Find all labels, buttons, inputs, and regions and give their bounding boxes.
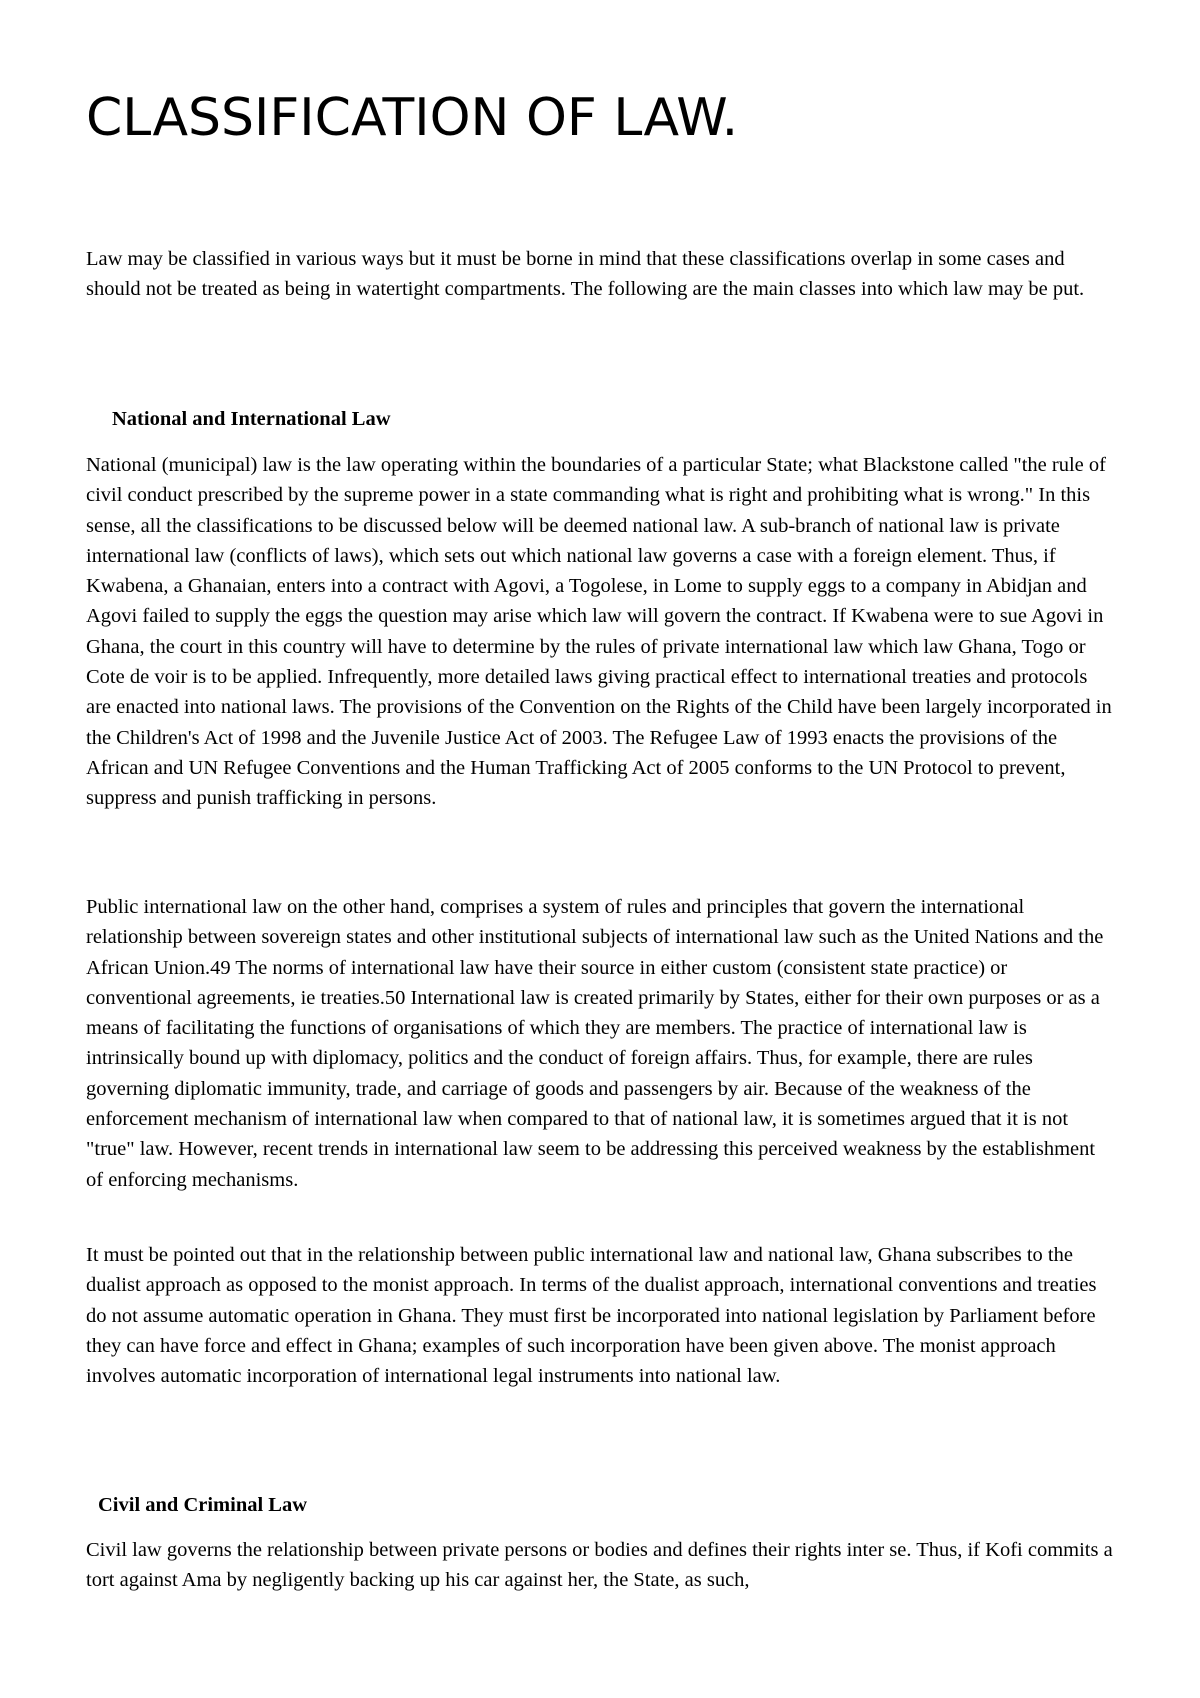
paragraph-civil-law: Civil law governs the relationship between private persons or bodies and defines their rights inter se. Thus, if Kofi commits a tort against Ama by negligently backing up his car against her, the State, as such, bbox=[86, 1539, 1113, 1592]
intro-paragraph: Law may be classified in various ways but it must be borne in mind that these classifications overlap in some cases and should not be treated as being in watertight compartments. The following are the main classes into which law may be put. bbox=[86, 248, 1085, 301]
section-heading-civil-criminal: Civil and Criminal Law bbox=[98, 1494, 308, 1516]
section-heading-national-international: National and International Law bbox=[112, 408, 391, 430]
paragraph-dualist-approach: It must be pointed out that in the relationship between public international law and national law, Ghana subscribes to the dualist approach as opposed to the monist approach. In terms of the dualist approach, international conventions and treaties do not assume automatic operation in Ghana. They must first be incorporated into national legislation by Parliament before they can have force and effect in Ghana; examples of such incorporation have been given above. The monist approach involves automatic incorporation of international legal instruments into national law. bbox=[86, 1244, 1097, 1388]
document-title: CLASSIFICATION OF LAW. bbox=[86, 88, 739, 148]
paragraph-public-international-law: Public international law on the other hand, comprises a system of rules and principles that govern the international relationship between sovereign states and other institutional subjects of international law such as the United Nations and the African Union.49 The norms of international law have their source in either custom (consistent state practice) or conventional agreements, ie treaties.50 International law is created primarily by States, either for their own purposes or as a means of facilitating the functions of organisations of which they are members. The practice of international law is intrinsically bound up with diplomacy, politics and the conduct of foreign affairs. Thus, for example, there are rules governing diplomatic immunity, trade, and carriage of goods and passengers by air. Because of the weakness of the enforcement mechanism of international law when compared to that of national law, it is sometimes argued that it is not "true" law. However, recent trends in international law seem to be addressing this perceived weakness by the establishment of enforcing mechanisms. bbox=[86, 896, 1104, 1191]
paragraph-national-law: National (municipal) law is the law operating within the boundaries of a particular State; what Blackstone called "the rule of civil conduct prescribed by the supreme power in a state commanding what is right and prohibiting what is wrong." In this sense, all the classifications to be discussed below will be deemed national law. A sub-branch of national law is private international law (conflicts of laws), which sets out which national law governs a case with a foreign element. Thus, if Kwabena, a Ghanaian, enters into a contract with Agovi, a Togolese, in Lome to supply eggs to a company in Abidjan and Agovi failed to supply the eggs the question may arise which law will govern the contract. If Kwabena were to sue Agovi in Ghana, the court in this country will have to determine by the rules of private international law which law Ghana, Togo or Cote de voir is to be applied. Infrequently, more detailed laws giving practical effect to international treaties and protocols are enacted into national laws. The provisions of the Convention on the Rights of the Child have been largely incorporated in the Children's Act of 1998 and the Juvenile Justice Act of 2003. The Refugee Law of 1993 enacts the provisions of the African and UN Refugee Conventions and the Human Trafficking Act of 2005 conforms to the UN Protocol to prevent, suppress and punish trafficking in persons. bbox=[86, 454, 1112, 810]
